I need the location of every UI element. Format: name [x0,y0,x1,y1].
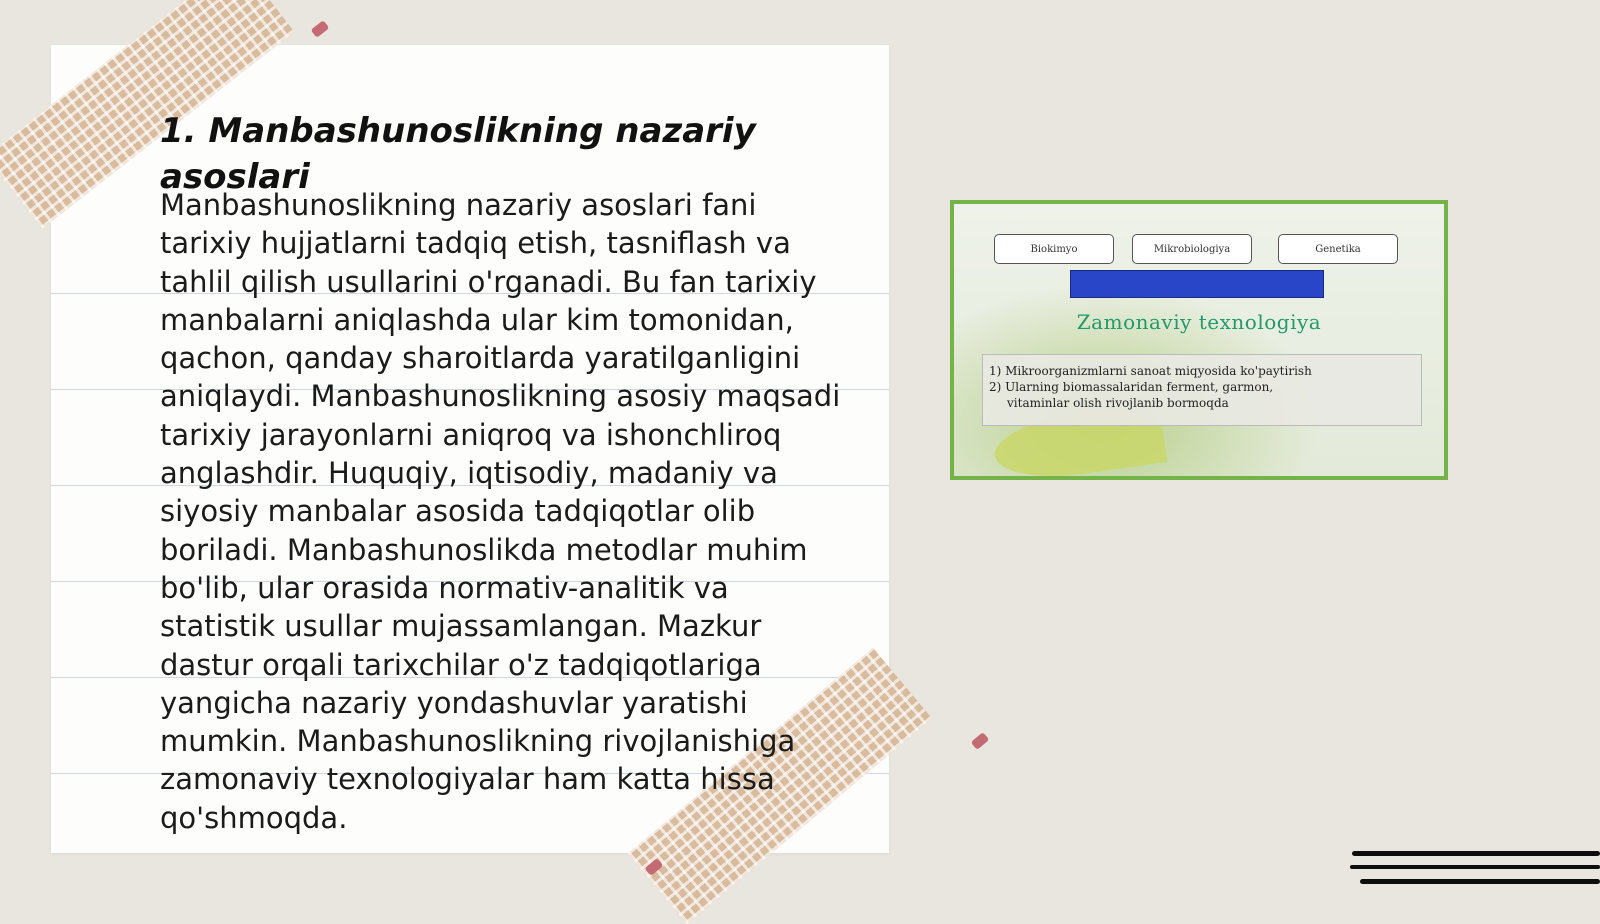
slide-body-text: Manbashunoslikning nazariy asoslari fani tarixiy hujjatlarni tadqiq etish, tasniflash va tahlil qilish usullarini o'rganadi. Bu fan tarixiy manbalarni aniqlashda ular kim tomonidan, qachon, qanday sharoitlarda yaratilganligini aniqlaydi. Manbashunoslikning asosiy maqsadi tarixiy jarayonlarni aniqroq va ishonchliroq anglashdir. Huquqiy, iqtisodiy, madaniy va siyosiy manbalar asosida tadqiqotlar olib boriladi. Manbashunoslikda metodlar muhim bo'lib, ular orasida normativ-analitik va statistik usullar mujassamlangan. Mazkur dastur orqali tarixchilar o'z tadqiqotlariga yangicha nazariy yondashuvlar yaratishi mumkin. Manbashunoslikning rivojlanishiga zamonaviy texnologiyalar ham katta hissa qo'shmoqda. [160,188,841,835]
category-box: Mikrobiologiya [1132,234,1252,264]
category-box: Biokimyo [994,234,1114,264]
image-list-line: 2) Ularning biomassalaridan ferment, garmon, [989,380,1274,394]
decorative-stroke [1360,879,1600,884]
image-list-line: 1) Mikroorganizmlarni sanoat miqyosida ko'paytirish [989,364,1312,378]
decorative-stroke [1350,865,1600,869]
decorative-stroke [1352,851,1600,856]
image-text-box [982,354,1422,426]
tape-tip [311,20,330,38]
illustration-image [950,200,1448,480]
category-box: Genetika [1278,234,1398,264]
blue-banner [1070,270,1324,298]
slide-title: 1. Manbashunoslikning nazariy asoslari [160,111,756,197]
image-list-line: vitaminlar olish rivojlanib bormoqda [1007,396,1229,410]
tape-tip [971,732,990,750]
image-heading: Zamonaviy texnologiya [1076,310,1322,334]
